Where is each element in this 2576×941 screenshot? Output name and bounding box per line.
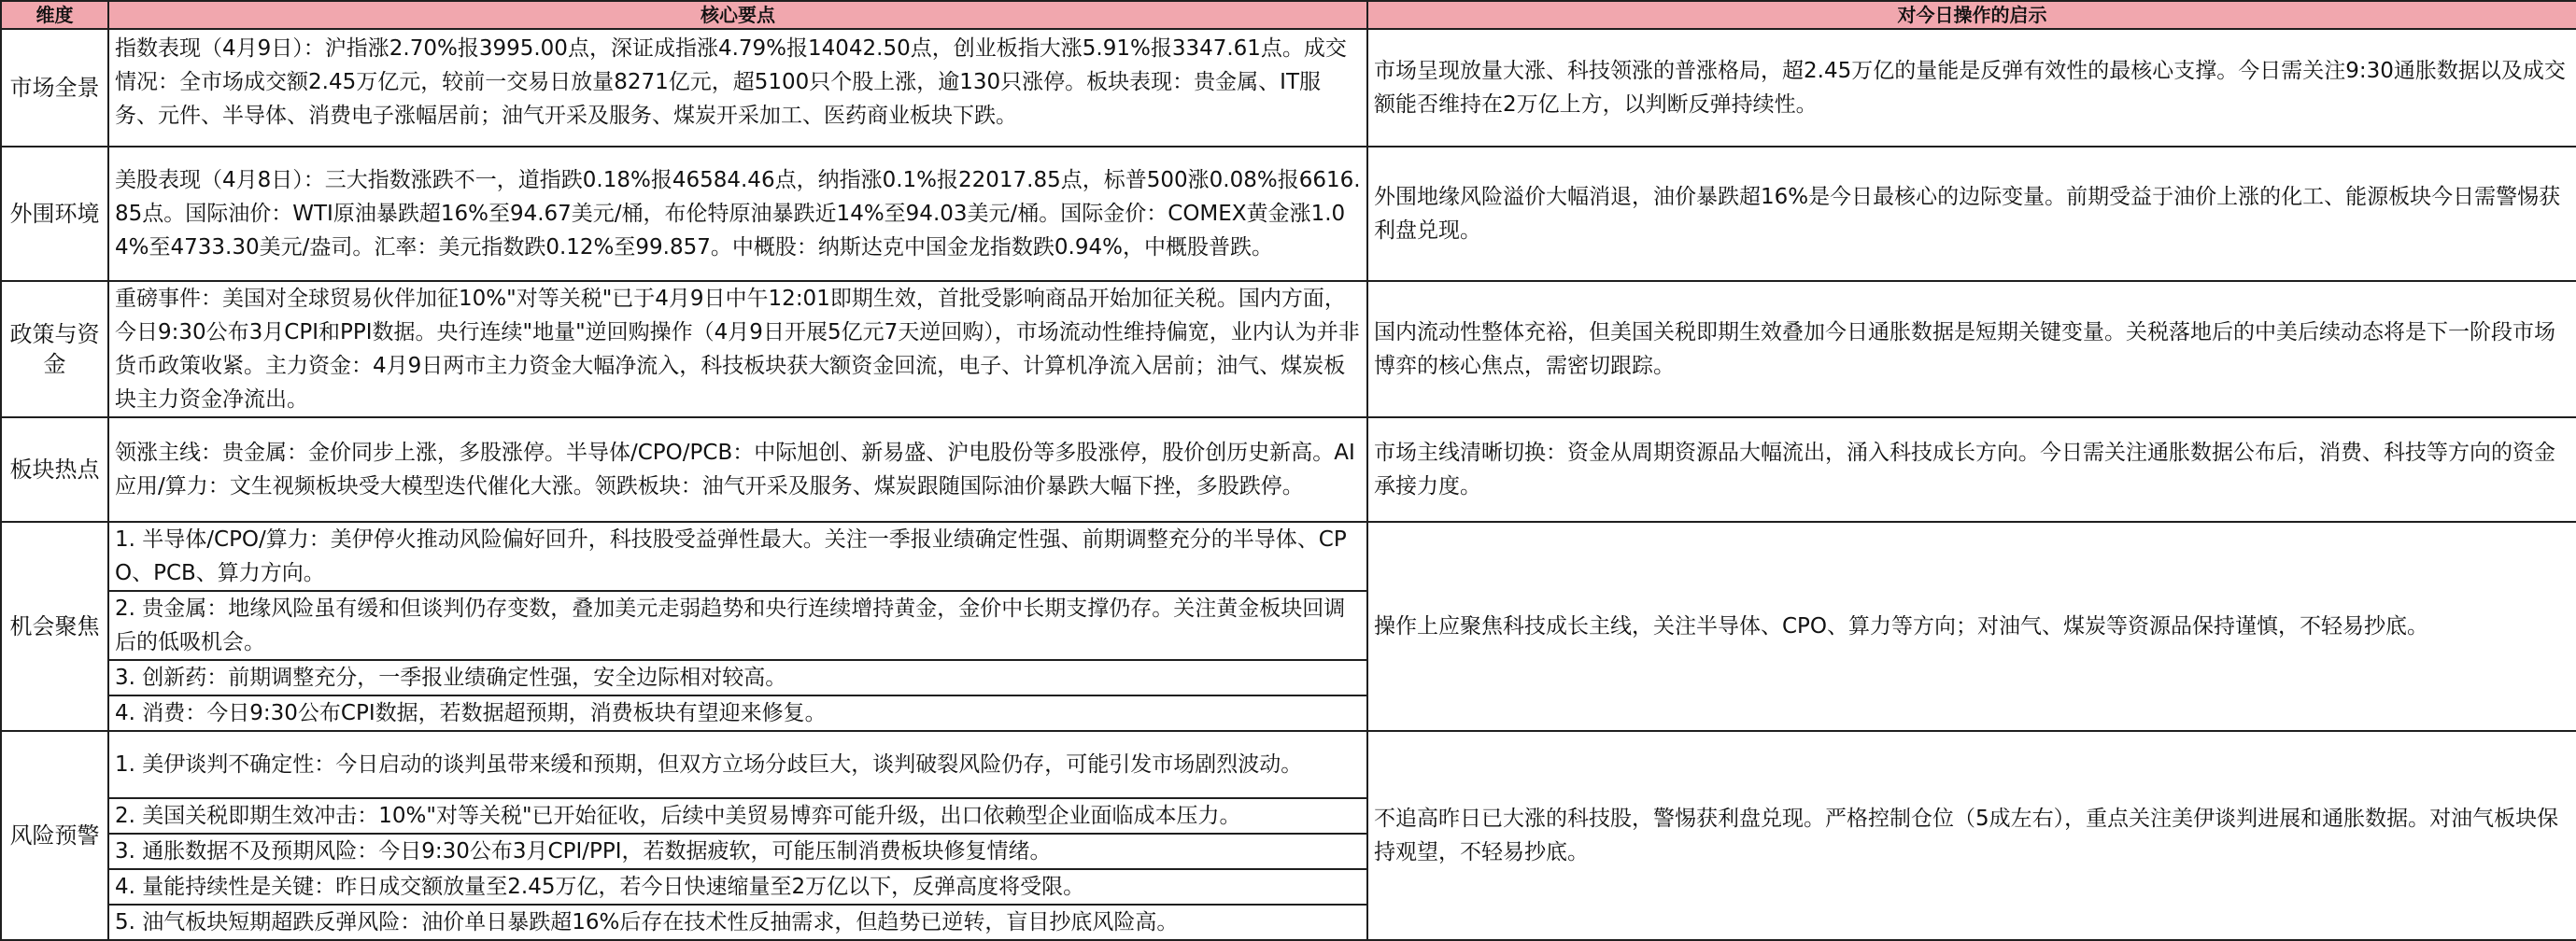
- points-cell[interactable]: 3. 通胀数据不及预期风险：今日9:30公布3月CPI/PPI，若数据疲软，可能压制消费板块修复情绪。: [108, 834, 1367, 869]
- points-cell[interactable]: 2. 贵金属：地缘风险虽有缓和但谈判仍存变数，叠加美元走弱趋势和央行连续增持黄金，金价中长期支撑仍存。关注黄金板块回调后的低吸机会。: [108, 591, 1367, 660]
- header-points[interactable]: 核心要点: [108, 1, 1367, 29]
- dimension-cell[interactable]: 板块热点: [1, 417, 108, 522]
- implications-cell[interactable]: 外围地缘风险溢价大幅消退，油价暴跌超16%是今日最核心的边际变量。前期受益于油价上涨的化工、能源板块今日需警惕获利盘兑现。: [1367, 147, 2576, 281]
- points-cell[interactable]: [108, 29, 1367, 147]
- points-cell[interactable]: 1. 半导体/CPO/算力：美伊停火推动风险偏好回升，科技股受益弹性最大。关注一季报业绩确定性强、前期调整充分的半导体、CPO、PCB、算力方向。: [108, 522, 1367, 591]
- points-cell[interactable]: 美股表现（4月8日）：三大指数涨跌不一，道指跌0.18%报46584.46点，纳指涨0.1%报22017.85点，标普500涨0.08%报6616.85点。国际油价：WTI原油暴跌超16%至94.67美元/桶，布伦特原油暴跌近14%至94.03美元/桶。国际金价：COMEX黄金涨1.04%至4733.30美元/盎司。汇率：美元指数跌0.12%至99.857。中概股：纳斯达克中国金龙指数跌0.94%，中概股普跌。: [108, 147, 1367, 281]
- header-implications[interactable]: 对今日操作的启示: [1367, 1, 2576, 29]
- table-row: [1, 417, 2576, 522]
- points-cell[interactable]: 1. 美伊谈判不确定性：今日启动的谈判虽带来缓和预期，但双方立场分歧巨大，谈判破裂风险仍存，可能引发市场剧烈波动。: [108, 731, 1367, 798]
- dimension-cell[interactable]: 政策与资金: [1, 281, 108, 417]
- implications-cell[interactable]: 市场呈现放量大涨、科技领涨的普涨格局，超2.45万亿的量能是反弹有效性的最核心支撑。今日需关注9:30通胀数据以及成交额能否维持在2万亿上方，以判断反弹持续性。: [1367, 29, 2576, 147]
- points-cell[interactable]: 2. 美国关税即期生效冲击：10%"对等关税"已开始征收，后续中美贸易博弈可能升级，出口依赖型企业面临成本压力。: [108, 798, 1367, 834]
- dimension-cell[interactable]: 外围环境: [1, 147, 108, 281]
- implications-cell[interactable]: 国内流动性整体充裕，但美国关税即期生效叠加今日通胀数据是短期关键变量。关税落地后的中美后续动态将是下一阶段市场博弈的核心焦点，需密切跟踪。: [1367, 281, 2576, 417]
- points-cell[interactable]: 重磅事件：美国对全球贸易伙伴加征10%"对等关税"已于4月9日中午12:01即期生效，首批受影响商品开始加征关税。国内方面，今日9:30公布3月CPI和PPI数据。央行连续"地量"逆回购操作（4月9日开展5亿元7天逆回购），市场流动性维持偏宽，业内认为并非货币政策收紧。主力资金：4月9日两市主力资金大幅净流入，科技板块获大额资金回流，电子、计算机净流入居前；油气、煤炭板块主力资金净流出。: [108, 281, 1367, 417]
- points-cell[interactable]: 领涨主线：贵金属：金价同步上涨，多股涨停。半导体/CPO/PCB：中际旭创、新易盛、沪电股份等多股涨停，股价创历史新高。AI应用/算力：文生视频板块受大模型迭代催化大涨。领跌板块：油气开采及服务、煤炭跟随国际油价暴跌大幅下挫，多股跌停。: [108, 417, 1367, 522]
- points-text: 指数表现（4月9日）：沪指涨2.70%报3995.00点，深证成指涨4.79%报14042.50点，创业板指大涨5.91%报3347.61点。成交情况：全市场成交额2.45万亿元，较前一交易日放量8271亿元，超5100只个股上涨，逾130只涨停。板块表现：贵金属、IT服务、元件、半导体、消费电子涨幅居前；油气开采及服务、煤炭开采加工、医药商业板块下跌。: [115, 35, 1347, 128]
- table-row: [1, 147, 2576, 281]
- dimension-cell[interactable]: 机会聚焦: [1, 522, 108, 731]
- dimension-cell[interactable]: 风险预警: [1, 731, 108, 940]
- implications-cell[interactable]: 操作上应聚焦科技成长主线，关注半导体、CPO、算力等方向；对油气、煤炭等资源品保持谨慎，不轻易抄底。: [1367, 522, 2576, 731]
- implications-cell[interactable]: 市场主线清晰切换：资金从周期资源品大幅流出，涌入科技成长方向。今日需关注通胀数据公布后，消费、科技等方向的资金承接力度。: [1367, 417, 2576, 522]
- points-cell[interactable]: 5. 油气板块短期超跌反弹风险：油价单日暴跌超16%后存在技术性反抽需求，但趋势已逆转，盲目抄底风险高。: [108, 905, 1367, 940]
- points-cell[interactable]: 3. 创新药：前期调整充分，一季报业绩确定性强，安全边际相对较高。: [108, 660, 1367, 695]
- header-dimension[interactable]: 维度: [1, 1, 108, 29]
- table-row: [1, 29, 2576, 147]
- table-row: [1, 731, 2576, 798]
- points-cell[interactable]: 4. 量能持续性是关键：昨日成交额放量至2.45万亿，若今日快速缩量至2万亿以下，反弹高度将受限。: [108, 869, 1367, 905]
- points-cell[interactable]: 4. 消费：今日9:30公布CPI数据，若数据超预期，消费板块有望迎来修复。: [108, 695, 1367, 731]
- table-row: [1, 281, 2576, 417]
- header-row: [1, 1, 2576, 29]
- dimension-cell[interactable]: 市场全景: [1, 29, 108, 147]
- implications-cell[interactable]: 不追高昨日已大涨的科技股，警惕获利盘兑现。严格控制仓位（5成左右），重点关注美伊谈判进展和通胀数据。对油气板块保持观望，不轻易抄底。: [1367, 731, 2576, 940]
- table-row: [1, 522, 2576, 591]
